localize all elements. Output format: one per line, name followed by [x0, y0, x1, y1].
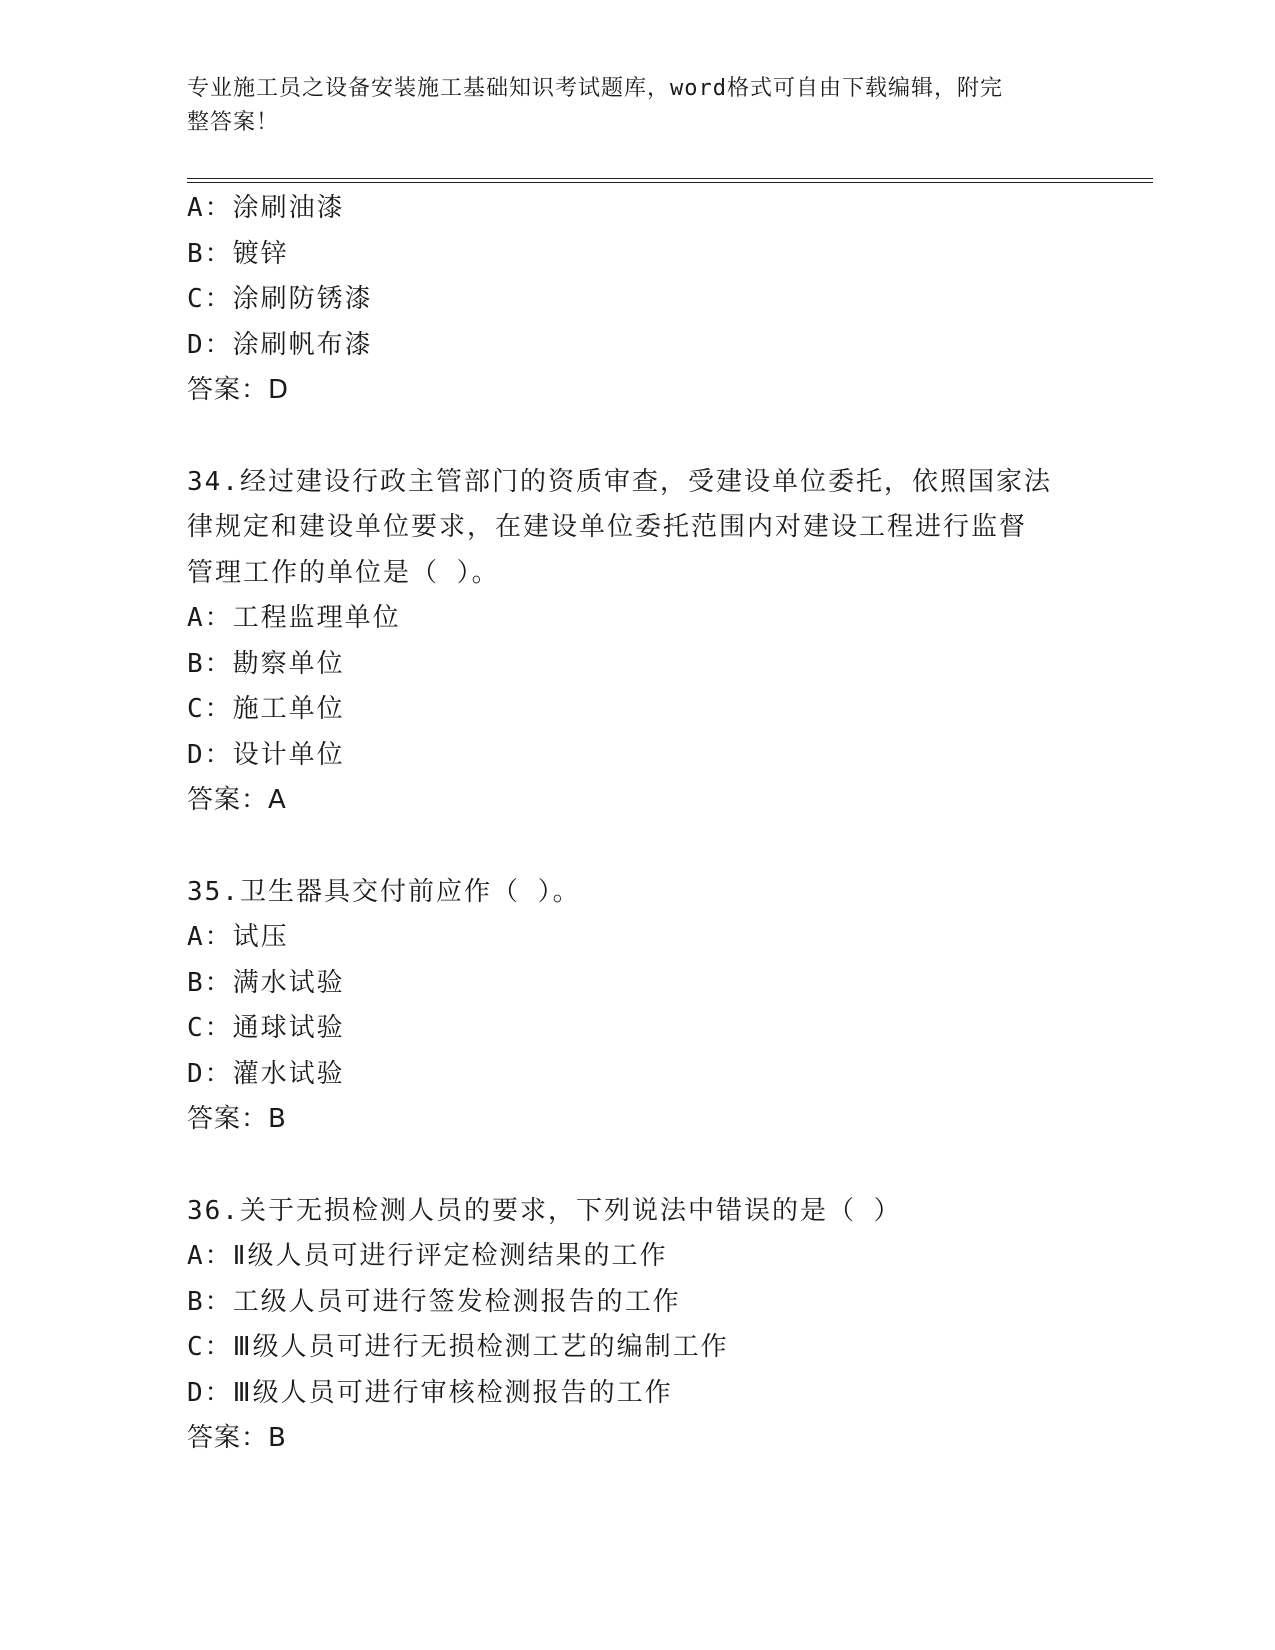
option-c: C：涂刷防锈漆 — [187, 284, 373, 314]
option-b: B：工级人员可进行签发检测报告的工作 — [187, 1286, 681, 1317]
option-a: A：试压 — [187, 922, 289, 952]
option-a: A：工程监理单位 — [187, 603, 401, 633]
question-text-line: 36.关于无损检测人员的要求，下列说法中错误的是（ ） — [187, 1195, 902, 1226]
question-text-line: 管理工作的单位是（ ）。 — [187, 557, 500, 588]
answer: 答案：B — [187, 1104, 287, 1134]
option-d: D：灌水试验 — [187, 1058, 345, 1089]
question-text-line: 35.卫生器具交付前应作（ ）。 — [187, 876, 581, 907]
header-line-1: 专业施工员之设备安装施工基础知识考试题库，word格式可自由下载编辑，附完 — [187, 76, 1003, 101]
question-text — [187, 1189, 1067, 1235]
document-header — [187, 72, 1067, 140]
option-c: C：Ⅲ级人员可进行无损检测工艺的编制工作 — [187, 1332, 729, 1362]
header-divider-top — [187, 178, 1153, 179]
option-b: B：镀锌 — [187, 238, 289, 269]
answer: 答案：A — [187, 785, 287, 815]
option-d: D：涂刷帆布漆 — [187, 329, 373, 360]
option-c: C：施工单位 — [187, 694, 345, 724]
option-b: B：勘察单位 — [187, 648, 345, 679]
question-34 — [187, 460, 1087, 824]
option-a: A：涂刷油漆 — [187, 193, 345, 223]
option-b: B：满水试验 — [187, 967, 345, 998]
answer: 答案：B — [187, 1423, 287, 1453]
option-a: A：Ⅱ级人员可进行评定检测结果的工作 — [187, 1241, 668, 1271]
question-text-line: 34.经过建设行政主管部门的资质审查，受建设单位委托，依照国家法 — [187, 466, 1052, 497]
question-text — [187, 460, 1067, 597]
question-text-line: 律规定和建设单位要求，在建设单位委托范围内对建设工程进行监督 — [187, 512, 1028, 542]
answer: 答案：D — [187, 375, 290, 405]
option-d: D：设计单位 — [187, 739, 345, 770]
question-35 — [187, 870, 1087, 1143]
question-36 — [187, 1189, 1087, 1462]
question-list — [187, 186, 1087, 1462]
header-divider-bottom — [187, 182, 1153, 183]
question-text — [187, 870, 1067, 916]
header-line-2: 整答案！ — [187, 110, 280, 135]
option-c: C：通球试验 — [187, 1013, 345, 1043]
question-33-continued — [187, 186, 1087, 414]
option-d: D：Ⅲ级人员可进行审核检测报告的工作 — [187, 1377, 673, 1408]
